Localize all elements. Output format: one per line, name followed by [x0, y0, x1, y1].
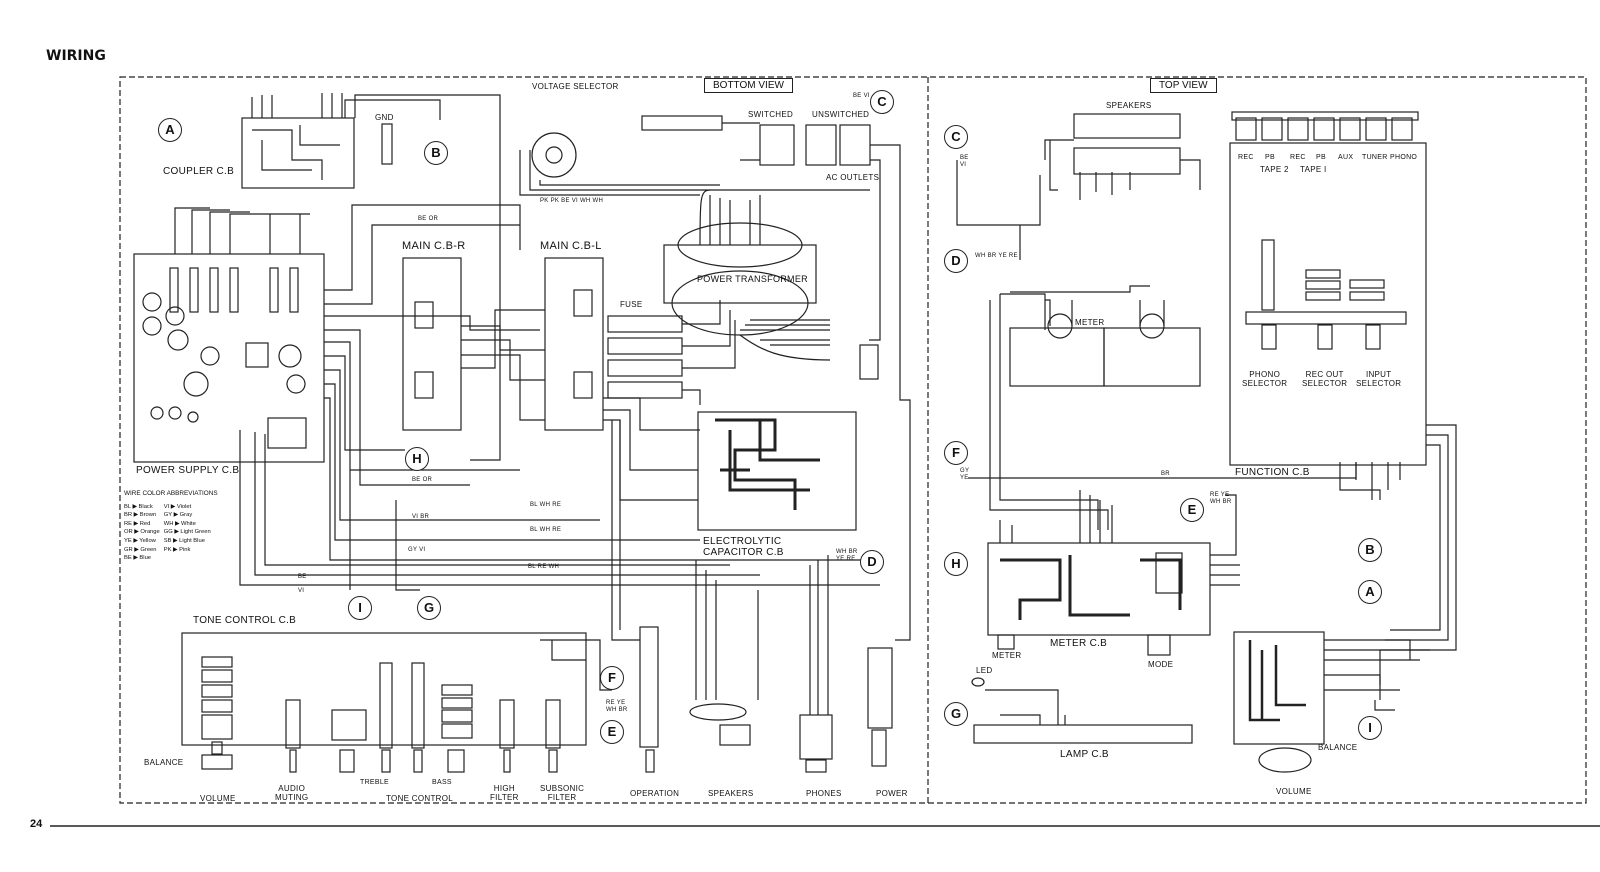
- wire-run-1: [345, 95, 500, 460]
- electrolytic-traces: [715, 420, 820, 510]
- legend-entry: OR ▶ Orange: [124, 529, 160, 536]
- legend-entry: BL ▶ Black: [124, 503, 153, 510]
- subsonic-filter-label: SUBSONIC FILTER: [540, 784, 585, 802]
- meter-left: [1010, 328, 1104, 386]
- volume-label: VOLUME: [200, 794, 236, 803]
- wire-tag: WH BR YE RE: [836, 549, 858, 562]
- coupler-board-label: COUPLER C.B: [163, 166, 235, 177]
- volume-top-label: VOLUME: [1276, 787, 1312, 796]
- gnd-label: GND: [375, 113, 394, 122]
- balance-leads: [1324, 640, 1430, 690]
- power-transformer-label: POWER TRANSFORMER: [697, 274, 808, 284]
- voltage-selector-plate: [642, 116, 722, 130]
- connector-a: A: [158, 118, 182, 142]
- page-heading: WIRING: [46, 48, 106, 64]
- power-supply-caps: [143, 293, 305, 422]
- treble-label: TREBLE: [360, 779, 390, 786]
- legend-entry: GG ▶ Light Green: [163, 529, 211, 536]
- main-r-outline: [403, 258, 461, 430]
- meter-right-leads: [1210, 495, 1240, 585]
- mode-switch: [1148, 635, 1170, 655]
- operation-switch: [640, 627, 658, 747]
- lamp-board-outline: [974, 725, 1192, 743]
- jack-label: TUNER: [1362, 154, 1388, 161]
- mode-label: MODE: [1148, 660, 1174, 669]
- regulator: [246, 343, 268, 367]
- subsonic-filter-switch: [546, 700, 560, 748]
- speakers-label: SPEAKERS: [708, 789, 754, 798]
- tone-control-outline: [182, 633, 586, 745]
- function-board-outline: [1230, 143, 1426, 465]
- power-supply-board-label: POWER SUPPLY C.B: [136, 465, 240, 476]
- legend-entry: BR ▶ Brown: [124, 512, 157, 519]
- connector-i-top: I: [1358, 716, 1382, 740]
- switched-outlet: [760, 125, 794, 165]
- power-label: POWER: [876, 789, 908, 798]
- rec-out-selector-label: REC OUT SELECTOR: [1302, 370, 1348, 388]
- audio-muting-label: AUDIO MUTING: [275, 784, 309, 802]
- selector-leads: [520, 150, 720, 195]
- speakers-rotary: [690, 704, 746, 720]
- ps-right-leads-1: [324, 205, 540, 330]
- wire-tag: GY YE: [960, 468, 970, 481]
- connector-f: F: [600, 666, 624, 690]
- electrolytic-board-label: ELECTROLYTIC CAPACITOR C.B: [703, 536, 784, 558]
- connector-e-top: E: [1180, 498, 1204, 522]
- power-switch: [868, 648, 892, 728]
- transformer-secondary: [740, 320, 830, 360]
- bass-stack: [442, 685, 472, 772]
- high-filter-switch: [500, 700, 514, 748]
- tape1-label: TAPE I: [1300, 165, 1327, 174]
- speaker-terminal-lower: [1074, 148, 1180, 174]
- wire-tag: PK PK BE VI WH WH: [540, 198, 604, 204]
- switched-label: SWITCHED: [748, 110, 794, 119]
- volume-knob-top: [1259, 748, 1311, 772]
- meter-right: [1104, 328, 1200, 386]
- voltage-selector-label: VOLTAGE SELECTOR: [532, 82, 619, 91]
- speaker-terminal-leads: [1045, 140, 1200, 200]
- ac-plug: [860, 345, 878, 379]
- main-r-board-label: MAIN C.B-R: [402, 240, 466, 252]
- rec-out-selector-knob: [1318, 325, 1332, 349]
- meter-leads: [1045, 300, 1164, 326]
- legend-entry: YE ▶ Yellow: [124, 537, 156, 544]
- balance-label: BALANCE: [144, 758, 184, 767]
- bass-label: BASS: [432, 779, 452, 786]
- lamp-leads: [985, 690, 1065, 725]
- legend-table: [124, 503, 215, 563]
- wire-tag: BL WH RE: [530, 502, 562, 508]
- bass-slider: [412, 663, 424, 748]
- speakers-leads: [696, 560, 758, 700]
- wire-tag: BL RE WH: [528, 564, 560, 570]
- g-i-leads: [350, 470, 420, 590]
- main-l-outline: [545, 258, 603, 430]
- wire-tag: BE OR: [412, 477, 433, 483]
- top-speakers-label: SPEAKERS: [1106, 101, 1152, 110]
- connector-g-top: G: [944, 702, 968, 726]
- tape2-label: TAPE 2: [1260, 165, 1289, 174]
- connector-b: B: [424, 141, 448, 165]
- power-supply-outline: [134, 254, 324, 462]
- jack-label: PB: [1265, 154, 1275, 161]
- wire-tag: BE VI: [960, 155, 969, 168]
- main-interconnect: [461, 310, 545, 420]
- connector-i: I: [348, 596, 372, 620]
- page-number: 24: [30, 818, 43, 830]
- legend-entry: PK ▶ Pink: [163, 546, 191, 553]
- tone-control-label: TONE CONTROL: [386, 794, 454, 803]
- voltage-selector-dial: [532, 133, 576, 177]
- legend-entry: WH ▶ White: [163, 520, 196, 527]
- connector-a-top: A: [1358, 580, 1382, 604]
- top-view-label: TOP VIEW: [1150, 78, 1217, 93]
- fuse-label: FUSE: [620, 300, 643, 309]
- phones-jack: [800, 715, 832, 759]
- function-jacks-row: [1232, 112, 1418, 140]
- main-l-transistor-1: [574, 290, 592, 316]
- main-l-to-elec: [603, 398, 700, 500]
- ps-block: [268, 418, 306, 448]
- ps-top-leads: [175, 208, 310, 254]
- led-label: LED: [976, 666, 993, 675]
- legend-entry: GY ▶ Gray: [163, 512, 193, 519]
- function-bottom-leads: [1340, 462, 1400, 500]
- function-stacks: [1306, 270, 1384, 300]
- treble-slider: [380, 663, 392, 748]
- wire-tag: WH BR YE RE: [975, 253, 1018, 259]
- wire-tag: GY VI: [408, 547, 426, 553]
- jack-label: REC: [1238, 154, 1254, 161]
- coupler-traces: [252, 125, 340, 180]
- phono-selector-knob: [1262, 325, 1276, 349]
- wire-tag: VI BR: [412, 514, 430, 520]
- connector-d-top: D: [944, 249, 968, 273]
- function-right-leads: [1380, 425, 1456, 650]
- wire-color-legend: [124, 490, 218, 563]
- legend-entry: SB ▶ Light Blue: [163, 537, 205, 544]
- bottom-view-label: BOTTOM VIEW: [704, 78, 793, 93]
- jack-label: PB: [1316, 154, 1326, 161]
- jack-label: REC: [1290, 154, 1306, 161]
- connector-h-top: H: [944, 552, 968, 576]
- unswitched-outlet-1: [806, 125, 836, 165]
- meter-label: METER: [1075, 318, 1105, 327]
- meter-top-leads: [1000, 490, 1112, 543]
- connector-c: C: [870, 90, 894, 114]
- wire-tag: BR: [1161, 471, 1170, 477]
- fuse-block: [608, 316, 682, 398]
- legend-entry: [164, 554, 215, 563]
- connector-d: D: [860, 550, 884, 574]
- volume-knob-stack: [202, 657, 232, 769]
- meter-to-cb-2: [990, 286, 1150, 530]
- connector-f-top: F: [944, 441, 968, 465]
- wire-tag: RE YE WH BR: [606, 700, 628, 713]
- wire-tag: VI: [298, 588, 305, 594]
- main-l-board-label: MAIN C.B-L: [540, 240, 602, 252]
- connector-g: G: [417, 596, 441, 620]
- transformer-primary: [700, 190, 870, 245]
- meter-board-traces: [1000, 555, 1180, 620]
- treble-pot: [332, 710, 366, 740]
- unswitched-label: UNSWITCHED: [812, 110, 870, 119]
- legend-entry: GR ▶ Green: [124, 546, 157, 553]
- speaker-terminal-upper: [1074, 114, 1180, 138]
- connector-b-top: B: [1358, 538, 1382, 562]
- legend-entry: VI ▶ Violet: [163, 503, 192, 510]
- i-lead: [1375, 650, 1395, 710]
- legend-entry: BE ▶ Blue: [124, 555, 152, 562]
- jack-label: AUX: [1338, 154, 1354, 161]
- main-r-transistor-2: [415, 372, 433, 398]
- wire-tag: RE YE WH BR: [1210, 492, 1232, 505]
- wire-tag: BL WH RE: [530, 527, 562, 533]
- audio-muting-switch: [286, 700, 300, 748]
- balance-top-label: BALANCE: [1318, 743, 1358, 752]
- meter-board-outline: [988, 543, 1210, 635]
- main-l-transistor-2: [574, 372, 592, 398]
- operation-label: OPERATION: [630, 789, 680, 798]
- wire-tag: BE OR: [418, 216, 439, 222]
- meter-board-label: METER C.B: [1050, 638, 1108, 649]
- phones-leads: [810, 555, 828, 715]
- balance-traces: [1250, 640, 1306, 720]
- input-selector-label: INPUT SELECTOR: [1356, 370, 1402, 388]
- function-board-label: FUNCTION C.B: [1235, 467, 1310, 478]
- lamp-board-label: LAMP C.B: [1060, 749, 1109, 760]
- phono-selector-label: PHONO SELECTOR: [1242, 370, 1288, 388]
- plug-lead: [869, 160, 880, 340]
- power-supply-fuses: [170, 268, 298, 312]
- connector-h: H: [405, 447, 429, 471]
- wire-tag: BE VI: [853, 93, 870, 99]
- wire-tag: BE: [298, 574, 307, 580]
- balance-board-outline: [1234, 632, 1324, 744]
- coupler-leads: [252, 93, 342, 118]
- meter-knob-label: METER: [992, 651, 1022, 660]
- phones-label: PHONES: [806, 789, 842, 798]
- high-filter-label: HIGH FILTER: [490, 784, 519, 802]
- fuse-leads: [682, 300, 735, 405]
- jack-label: PHONO: [1390, 154, 1418, 161]
- connector-e: E: [600, 720, 624, 744]
- meter-knob: [998, 635, 1014, 649]
- led: [972, 678, 984, 686]
- tone-control-board-label: TONE CONTROL C.B: [193, 615, 297, 626]
- ac-outlets-label: AC OUTLETS: [826, 173, 880, 182]
- legend-entry: RE ▶ Red: [124, 520, 151, 527]
- gnd-post: [382, 124, 392, 164]
- main-r-transistor-1: [415, 302, 433, 328]
- unswitched-outlet-2: [840, 125, 870, 165]
- legend-title: WIRE COLOR ABBREVIATIONS: [124, 490, 218, 497]
- input-selector-knob: [1366, 325, 1380, 349]
- connector-c-top: C: [944, 125, 968, 149]
- coupler-board-outline: [242, 118, 354, 188]
- c-lead: [957, 160, 1040, 260]
